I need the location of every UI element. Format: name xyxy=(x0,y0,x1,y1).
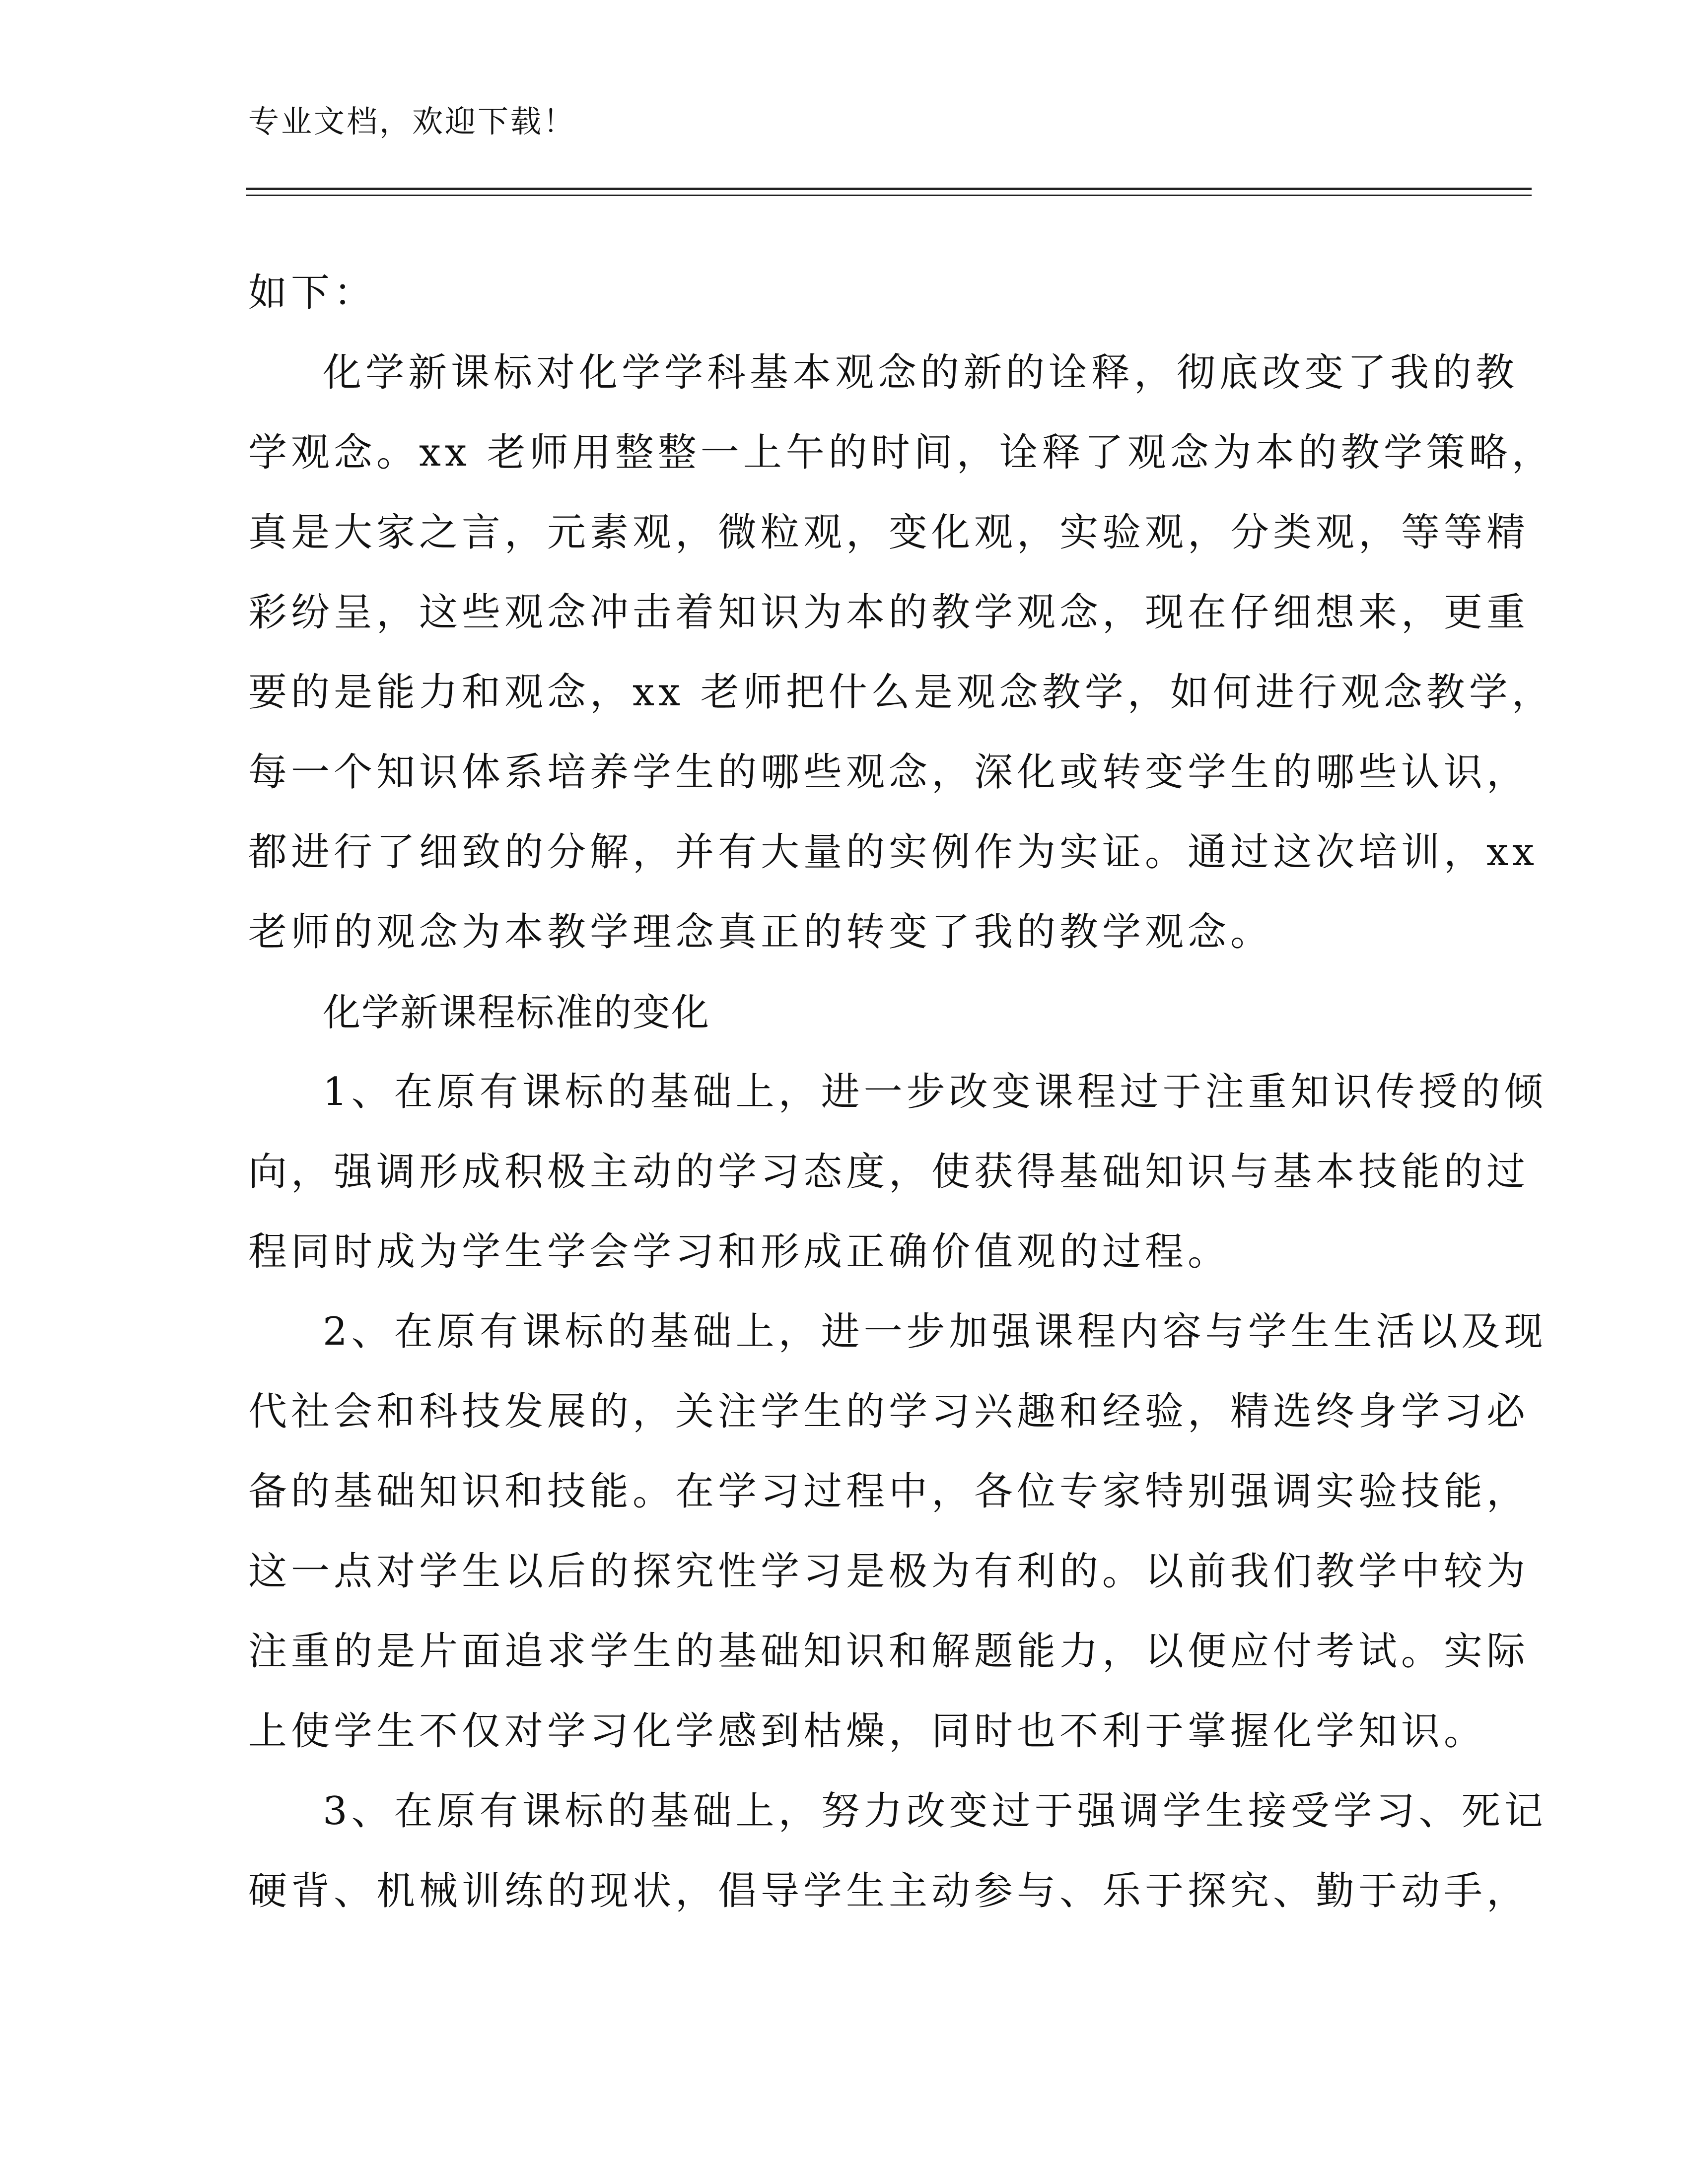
paragraph-line: 2、在原有课标的基础上，进一步加强课程内容与学生生活以及现 xyxy=(323,1309,1547,1354)
section-title: 化学新课程标准的变化 xyxy=(323,990,710,1034)
paragraph-1 xyxy=(248,333,1554,972)
header-rule-thin xyxy=(246,195,1532,196)
paragraph-line: 上使学生不仅对学习化学感到枯燥，同时也不利于掌握化学知识。 xyxy=(248,1709,1487,1754)
paragraph-line: 程同时成为学生学会学习和形成正确价值观的过程。 xyxy=(248,1229,1231,1274)
list-item-2 xyxy=(248,1292,1547,1772)
paragraph-line: 要的是能力和观念，xx 老师把什么是观念教学，如何进行观念教学， xyxy=(248,670,1554,715)
paragraph-line: 3、在原有课标的基础上，努力改变过于强调学生接受学习、死记 xyxy=(323,1789,1547,1834)
list-item-3 xyxy=(248,1772,1547,1931)
paragraph-line: 备的基础知识和技能。在学习过程中，各位专家特别强调实验技能， xyxy=(248,1469,1530,1514)
paragraph-line: 每一个知识体系培养学生的哪些观念，深化或转变学生的哪些认识， xyxy=(248,750,1530,795)
header-rule-thick xyxy=(246,188,1532,190)
paragraph-line: 都进行了细致的分解，并有大量的实例作为实证。通过这次培训，xx xyxy=(248,830,1538,875)
paragraph-line: 彩纷呈，这些观念冲击着知识为本的教学观念，现在仔细想来，更重 xyxy=(248,590,1530,635)
list-item-1 xyxy=(248,1052,1547,1292)
paragraph-line: 代社会和科技发展的，关注学生的学习兴趣和经验，精选终身学习必 xyxy=(248,1389,1530,1434)
page-header-text: 专业文档，欢迎下载！ xyxy=(248,103,576,139)
paragraph-line: 注重的是片面追求学生的基础知识和解题能力，以便应付考试。实际 xyxy=(248,1629,1530,1674)
paragraph-line: 硬背、机械训练的现状，倡导学生主动参与、乐于探究、勤于动手， xyxy=(248,1869,1530,1913)
paragraph-line: 学观念。xx 老师用整整一上午的时间，诠释了观念为本的教学策略， xyxy=(248,430,1554,475)
intro-text: 如下： xyxy=(248,271,377,315)
paragraph-line: 这一点对学生以后的探究性学习是极为有利的。以前我们教学中较为 xyxy=(248,1549,1530,1594)
paragraph-line: 向，强调形成积极主动的学习态度，使获得基础知识与基本技能的过 xyxy=(248,1150,1530,1194)
paragraph-line: 化学新课标对化学学科基本观念的新的诠释，彻底改变了我的教 xyxy=(323,350,1519,395)
document-body xyxy=(248,253,1554,1931)
paragraph-line: 1、在原有课标的基础上，进一步改变课程过于注重知识传授的倾 xyxy=(323,1070,1547,1114)
paragraph-line: 老师的观念为本教学理念真正的转变了我的教学观念。 xyxy=(248,910,1273,955)
intro-line xyxy=(248,253,1430,333)
paragraph-line: 真是大家之言，元素观，微粒观，变化观，实验观，分类观，等等精 xyxy=(248,510,1530,555)
